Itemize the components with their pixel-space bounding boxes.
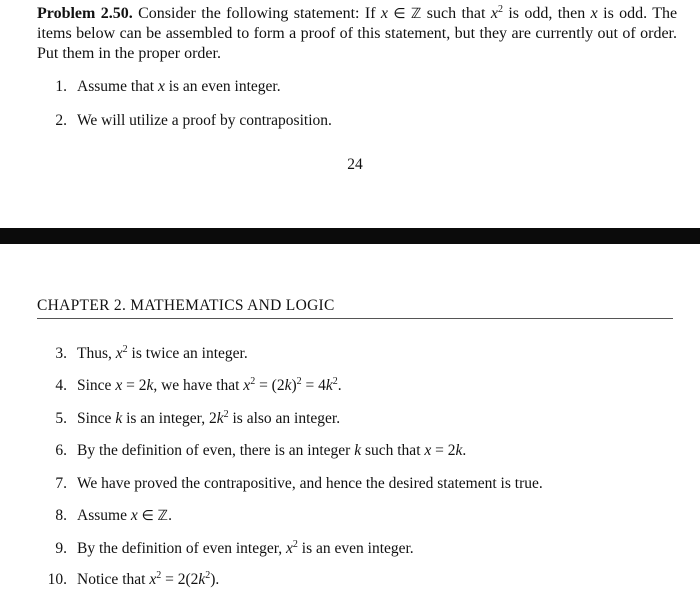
page-bottom xyxy=(0,244,700,598)
header-rule xyxy=(37,318,673,319)
item-text: We have proved the contrapositive, and hence the desired statement is true. xyxy=(77,475,543,492)
item-text: We will utilize a proof by contraposition. xyxy=(77,112,332,129)
item-text: Assume that x is an even integer. xyxy=(77,78,281,95)
item-number: 8. xyxy=(55,507,67,524)
problem-intro: Consider the following statement: If xyxy=(138,5,376,22)
item-number: 5. xyxy=(55,410,67,427)
problem-rest: is odd. The items below can be assembled to form a proof of this statement, but they are currently out of order. Put them in the proper order. xyxy=(37,5,678,62)
var-x: x xyxy=(380,5,389,22)
is-odd-then-text: is odd, then xyxy=(508,5,586,22)
item-text: Notice that $x^2 = 2(2k^2)$. xyxy=(77,570,220,588)
page-number: 24 xyxy=(347,156,363,173)
exponent: 2 xyxy=(497,4,503,15)
item-text: By the definition of even integer, $x^2$ is an even integer. xyxy=(77,539,414,557)
such-that-text: such that xyxy=(426,5,486,22)
problem-statement xyxy=(37,4,677,64)
page-divider xyxy=(0,228,700,244)
var-x: x xyxy=(490,5,498,22)
element-of-symbol: ∈ xyxy=(393,6,406,22)
var-x: x xyxy=(590,5,598,22)
problem-label: Problem 2.50. xyxy=(37,5,133,22)
item-number: 10. xyxy=(47,571,67,588)
item-number: 9. xyxy=(55,540,67,557)
chapter-header: CHAPTER 2. MATHEMATICS AND LOGIC xyxy=(37,297,335,314)
item-number: 3. xyxy=(55,345,67,362)
item-number: 4. xyxy=(55,377,67,394)
integers-symbol: ℤ xyxy=(410,6,422,22)
item-text: Since x = 2k, we have that $x^2 = (2k)^2 = 4k^2$. xyxy=(77,376,342,394)
page-top xyxy=(0,0,700,228)
item-number: 1. xyxy=(55,78,67,95)
item-text: Assume x ∈ ℤ. xyxy=(77,507,172,524)
item-text: Thus, $x^2$ is twice an integer. xyxy=(77,344,248,362)
item-number: 6. xyxy=(55,442,67,459)
item-number: 2. xyxy=(55,112,67,129)
item-text: By the definition of even, there is an integer k such that x = 2k. xyxy=(77,442,467,459)
item-number: 7. xyxy=(55,475,67,492)
item-text: Since k is an integer, $2k^2$ is also an integer. xyxy=(77,409,341,427)
